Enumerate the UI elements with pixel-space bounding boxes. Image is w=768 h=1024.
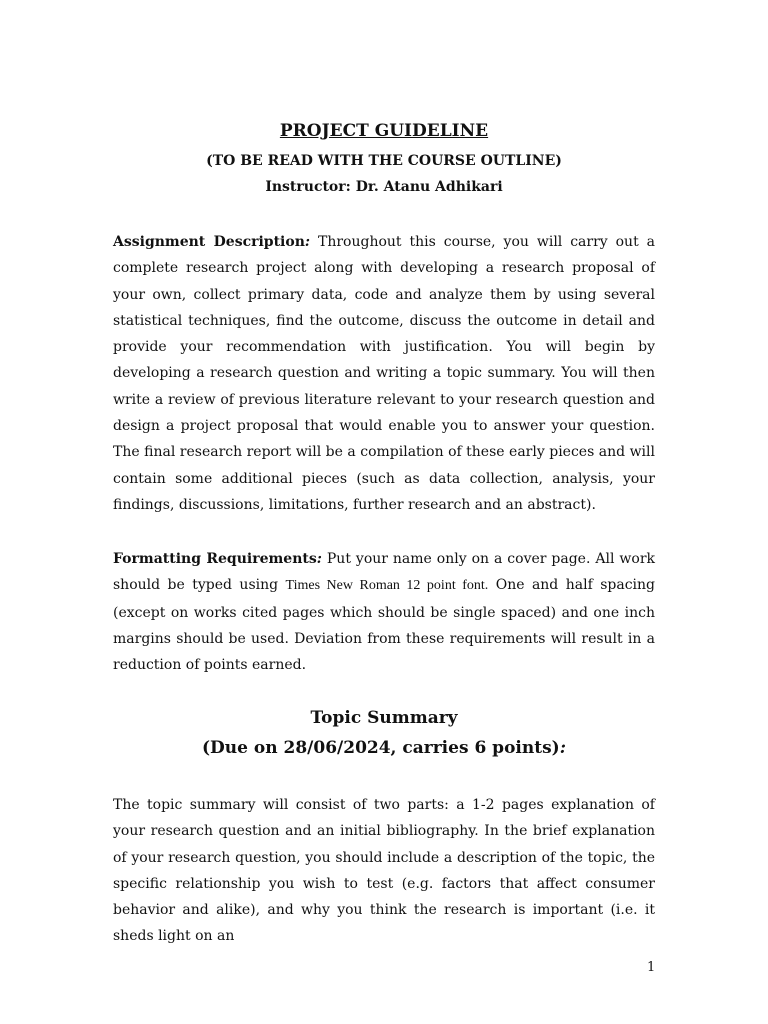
document-subtitle: (TO BE READ WITH THE COURSE OUTLINE) xyxy=(206,153,562,169)
topic-summary-due xyxy=(0,738,768,758)
formatting-requirements-paragraph xyxy=(113,546,655,678)
formatting-requirements-heading: Formatting Requirements xyxy=(113,551,317,567)
document-title: PROJECT GUIDELINE xyxy=(279,121,489,141)
topic-summary-paragraph: The topic summary will consist of two parts: a 1-2 pages explanation of your research question and an initial bibliography. In the brief explanation of your research question, you should include a description of the topic, the specific relationship you wish to test (e.g. factors that affect consumer behavior and alike), and why you think the research is important (i.e. it sheds light on an xyxy=(113,797,655,945)
assignment-description-colon: : xyxy=(304,234,311,250)
formatting-body-before: Put your name only on a cover page. All work should be typed using xyxy=(113,551,655,594)
assignment-description-body: Throughout this course, you will carry out a complete research project along with developing a research proposal of your own, collect primary data, code and analyze them by using several statistical techniques, find the outcome, discuss the outcome in detail and provide your recommendation with justification. You will begin by developing a research question and writing a topic summary. You will then write a review of previous literature relevant to your research question and design a project proposal that would enable you to answer your question. The final research report will be a compilation of these early pieces and will contain some additional pieces (such as data collection, analysis, your findings, discussions, limitations, further research and an abstract). xyxy=(113,234,655,513)
formatting-body-after: One and half spacing (except on works cited pages which should be single spaced) and one inch margins should be used. Deviation from these requirements will result in a reduction of points earned. xyxy=(113,577,655,674)
topic-summary-due-colon: : xyxy=(559,738,566,758)
assignment-description-heading: Assignment Description xyxy=(113,234,305,250)
page-number: 1 xyxy=(647,960,656,975)
topic-summary-due-text: (Due on 28/06/2024, carries 6 points) xyxy=(202,738,560,758)
formatting-font-phrase: Times New Roman 12 point font. xyxy=(285,578,489,594)
formatting-requirements-colon: : xyxy=(316,551,322,567)
topic-summary-title: Topic Summary xyxy=(310,708,458,728)
assignment-description-paragraph xyxy=(113,229,655,518)
instructor-line: Instructor: Dr. Atanu Adhikari xyxy=(265,179,503,195)
